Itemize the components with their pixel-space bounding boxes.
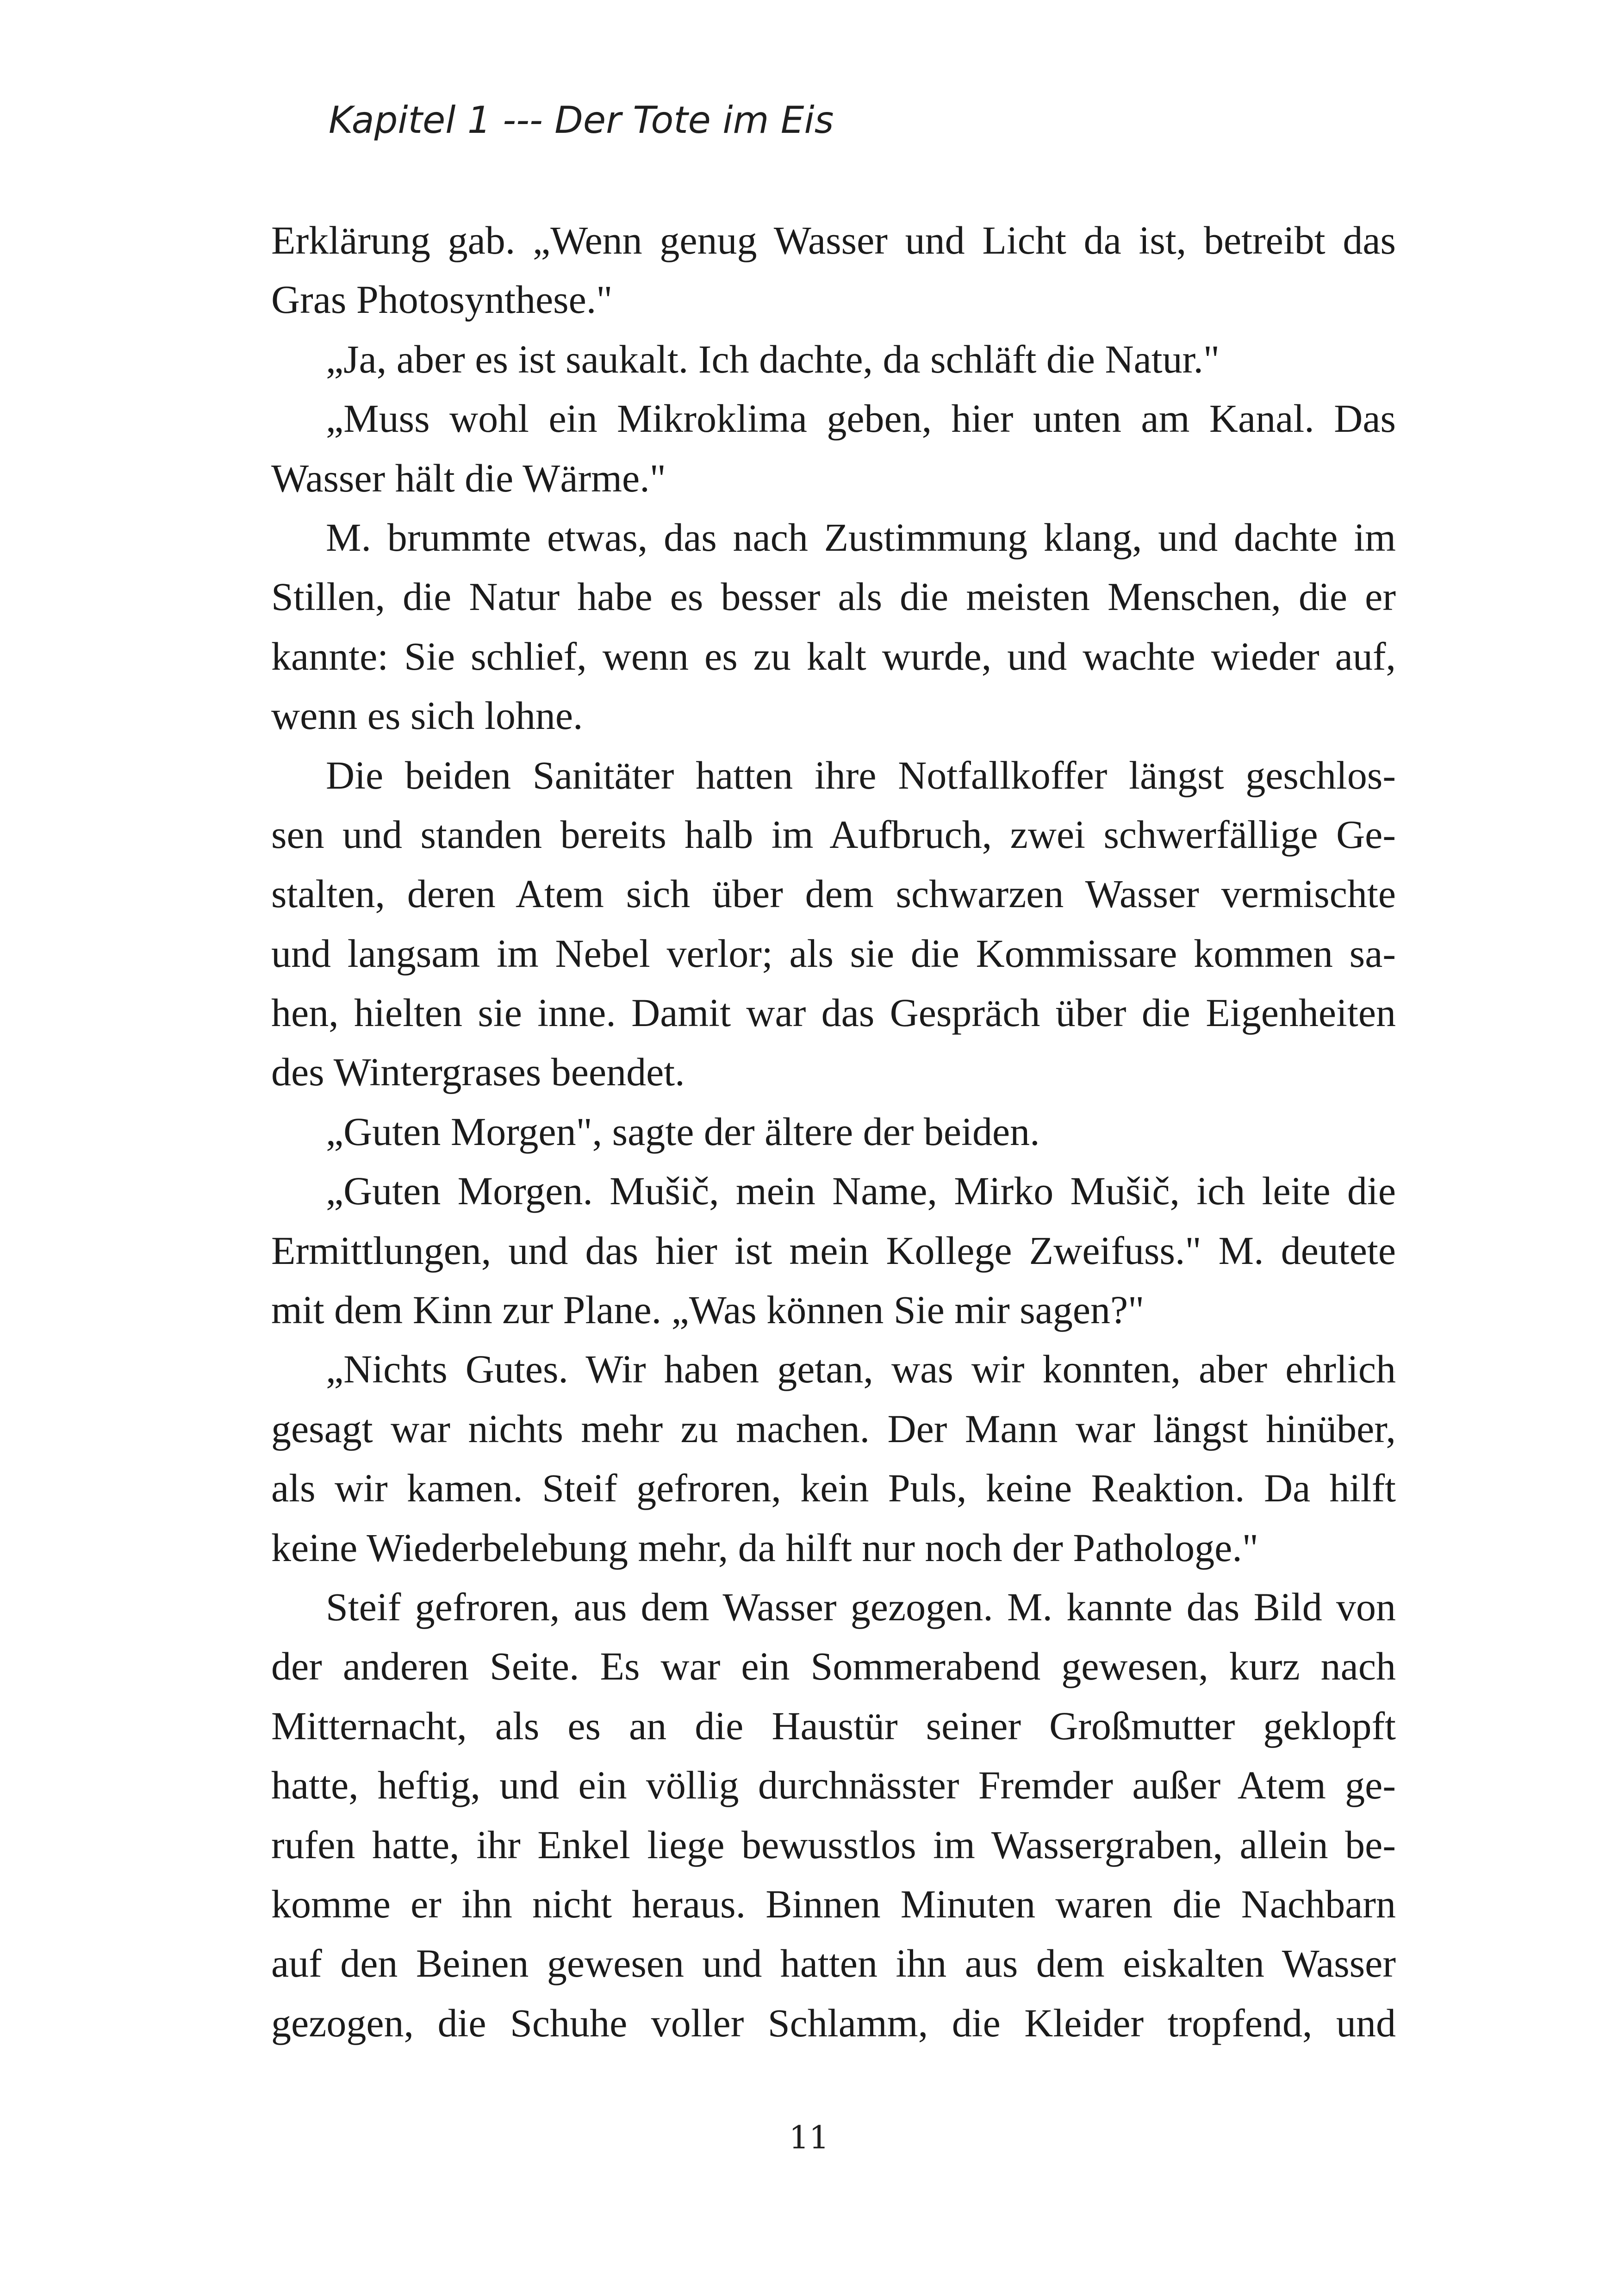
text-line: kannte: Sie schlief, wenn es zu kalt wurde, und wachte wieder auf,	[271, 634, 1396, 678]
body-text	[271, 211, 1396, 2053]
text-line: auf den Beinen gewesen und hatten ihn aus dem eiskalten Wasser	[271, 1941, 1396, 1986]
text-line: gezogen, die Schuhe voller Schlamm, die Kleider tropfend, und	[271, 2000, 1396, 2045]
text-line: als wir kamen. Steif gefroren, kein Puls, keine Reaktion. Da hilft	[271, 1466, 1396, 1511]
text-line: der anderen Seite. Es war ein Sommerabend gewesen, kurz nach	[271, 1644, 1396, 1689]
text-line: Ermittlungen, und das hier ist mein Kollege Zweifuss." M. deutete	[271, 1228, 1396, 1273]
text-line: mit dem Kinn zur Plane. „Was können Sie mir sagen?"	[271, 1288, 1145, 1332]
text-line: des Wintergrases beendet.	[271, 1050, 685, 1095]
text-line: „Nichts Gutes. Wir haben getan, was wir konnten, aber ehrlich	[326, 1347, 1396, 1392]
text-line: Erklärung gab. „Wenn genug Wasser und Licht da ist, betreibt das	[271, 218, 1396, 262]
text-line: stalten, deren Atem sich über dem schwarzen Wasser vermischte	[271, 871, 1396, 916]
text-line: „Ja, aber es ist saukalt. Ich dachte, da schläft die Natur."	[326, 336, 1220, 381]
text-line: M. brummte etwas, das nach Zustimmung klang, und dachte im	[326, 515, 1396, 560]
text-line: „Guten Morgen", sagte der ältere der beiden.	[326, 1109, 1040, 1154]
text-line: hatte, heftig, und ein völlig durchnässter Fremder außer Atem ge-	[271, 1763, 1396, 1808]
text-line: hen, hielten sie inne. Damit war das Gespräch über die Eigenheiten	[271, 990, 1396, 1035]
running-head: Kapitel 1 --- Der Tote im Eis	[329, 99, 834, 142]
text-line: Steif gefroren, aus dem Wasser gezogen. M. kannte das Bild von	[326, 1584, 1396, 1629]
text-line: „Muss wohl ein Mikroklima geben, hier unten am Kanal. Das	[326, 396, 1396, 441]
text-line: und langsam im Nebel verlor; als sie die Kommissare kommen sa-	[271, 931, 1396, 976]
text-line: keine Wiederbelebung mehr, da hilft nur noch der Pathologe."	[271, 1525, 1258, 1570]
text-line: Gras Photosynthese."	[271, 277, 613, 322]
text-line: Mitternacht, als es an die Haustür seiner Großmutter geklopft	[271, 1703, 1396, 1748]
text-line: Stillen, die Natur habe es besser als die meisten Menschen, die er	[271, 574, 1396, 619]
text-line: Wasser hält die Wärme."	[271, 455, 666, 500]
text-line: Die beiden Sanitäter hatten ihre Notfallkoffer längst geschlos-	[326, 753, 1396, 797]
text-line: gesagt war nichts mehr zu machen. Der Mann war längst hinüber,	[271, 1406, 1396, 1451]
text-line: wenn es sich lohne.	[271, 693, 583, 738]
text-line: rufen hatte, ihr Enkel liege bewusstlos im Wassergraben, allein be-	[271, 1822, 1396, 1867]
text-line: „Guten Morgen. Mušič, mein Name, Mirko Mušič, ich leite die	[326, 1169, 1396, 1213]
page-number: 11	[789, 2120, 829, 2156]
text-line: sen und standen bereits halb im Aufbruch, zwei schwerfällige Ge-	[271, 812, 1396, 857]
text-line: komme er ihn nicht heraus. Binnen Minuten waren die Nachbarn	[271, 1881, 1396, 1926]
